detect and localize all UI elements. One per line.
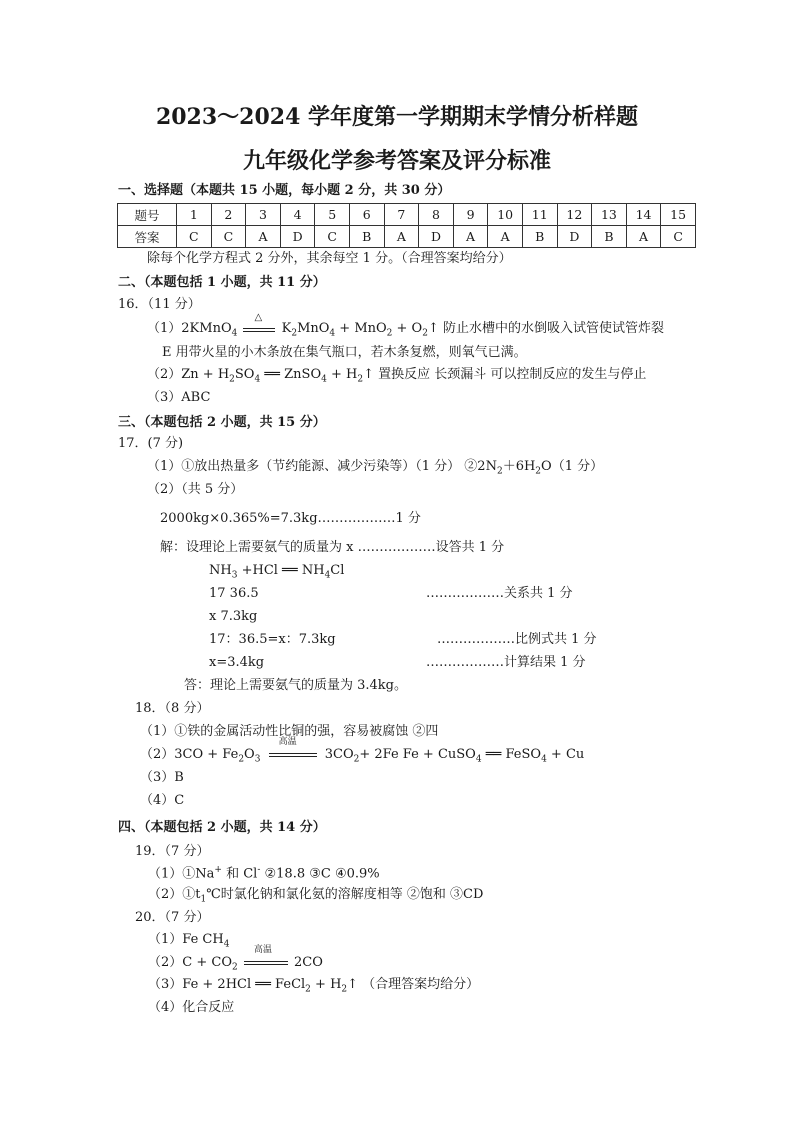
question-number-cell: 10 [488, 204, 523, 226]
answer-cell: D [557, 226, 592, 248]
text: + 2Fe Fe + CuSO [359, 747, 476, 762]
answer-cell: C [315, 226, 350, 248]
question-number-cell: 2 [211, 204, 246, 226]
question-number-cell: 13 [592, 204, 627, 226]
q16-line-3 [147, 368, 646, 385]
scoring-note: 除每个化学方程式 2 分外，其余每空 1 分。（合理答案均给分） [147, 251, 512, 266]
q19-line-2 [148, 888, 483, 905]
text: 2CO [294, 955, 323, 970]
text: + H [326, 367, 358, 382]
row-label-question: 题号 [118, 204, 177, 226]
calc-proportion-note: ………………比例式共 1 分 [437, 632, 597, 647]
subscript: 4 [223, 939, 230, 950]
subscript: 2 [341, 984, 348, 995]
q20-line-1 [148, 933, 229, 950]
text: MnO [297, 321, 330, 336]
subscript: 2 [496, 466, 503, 477]
q17-line-2: （2）（共 5 分） [147, 482, 244, 497]
subscript: 2 [386, 328, 393, 339]
calc-answer: 答：理论上需要氨气的质量为 3.4kg。 [184, 678, 408, 693]
superscript: - [257, 865, 261, 875]
text: K [281, 321, 292, 336]
calc-relation-row-2: x 7.3kg [209, 609, 258, 624]
text: SO [234, 367, 255, 382]
text: （1）Fe CH [148, 932, 224, 947]
text: ↑ 置换反应 长颈漏斗 可以控制反应的发生与停止 [363, 367, 647, 382]
condition-high-temp: 高温 [253, 945, 272, 955]
calc-relation-note: ………………关系共 1 分 [426, 586, 573, 601]
calc-result: x=3.4kg [209, 655, 265, 670]
question-number-cell: 9 [453, 204, 488, 226]
q16-line-2: E 用带火星的小木条放在集气瓶口，若木条复燃，则氧气已满。 [162, 345, 527, 360]
text: 3CO [324, 747, 354, 762]
reaction-arrow-high-temp [265, 737, 321, 761]
q17-line-1 [147, 460, 603, 477]
text: + Cu [546, 747, 585, 762]
text: O（1 分） [541, 459, 604, 474]
question-19-label: 19．（7 分） [135, 844, 210, 859]
answer-cell: A [384, 226, 419, 248]
section-4-header: 四、（本题包括 2 小题，共 14 分） [118, 820, 326, 835]
q18-line-1: （1）①铁的金属活动性比铜的强，容易被腐蚀 ②四 [140, 724, 439, 739]
text: ℃时氯化钠和氯化氨的溶解度相等 ②饱和 ③CD [206, 887, 484, 902]
section-3-header: 三、（本题包括 2 小题，共 15 分） [118, 415, 326, 430]
question-16-label: 16．（11 分） [118, 297, 201, 312]
text: （2）Zn + H [147, 367, 230, 382]
q16-line-1 [147, 312, 664, 339]
question-number-cell: 15 [661, 204, 696, 226]
answer-cell: C [177, 226, 212, 248]
text: Cl [330, 563, 345, 578]
subscript: 2 [357, 374, 364, 385]
q20-line-2 [148, 945, 323, 973]
subscript: 2 [305, 984, 311, 995]
text: + H [310, 977, 342, 992]
question-20-label: 20．（7 分） [135, 910, 210, 925]
text: （1）①放出热量多（节约能源、减少污染等）（1 分） ②2N [147, 459, 497, 474]
q18-line-3: （3）B [140, 770, 184, 785]
subscript: 4 [254, 374, 261, 385]
answer-cell: C [211, 226, 246, 248]
answer-cell: B [522, 226, 557, 248]
text: +HCl ══ NH [237, 563, 325, 578]
question-number-cell: 4 [280, 204, 315, 226]
document-subtitle: 九年级化学参考答案及评分标准 [242, 148, 551, 174]
subscript: 4 [231, 328, 238, 339]
section-2-header: 二、（本题包括 1 小题，共 11 分） [118, 275, 326, 290]
condition-high-temp: 高温 [278, 737, 297, 747]
text: ↑ 防止水槽中的水倒吸入试管使试管炸裂 [427, 321, 664, 336]
subscript: 4 [475, 754, 482, 765]
text: （1）2KMnO [147, 321, 232, 336]
subscript: 2 [238, 754, 245, 765]
subscript: 2 [535, 466, 542, 477]
question-18-label: 18．（8 分） [135, 701, 210, 716]
text: （2）①t [148, 887, 201, 902]
answer-cell: B [592, 226, 627, 248]
document-title: 2023～2024 学年度第一学期期末学情分析样题 [155, 104, 639, 130]
calc-line-2: 解：设理论上需要氨气的质量为 x ………………设答共 1 分 [160, 540, 505, 555]
q16-line-4: （3）ABC [147, 390, 211, 405]
question-number-cell: 11 [522, 204, 557, 226]
subscript: 2 [231, 962, 238, 973]
q18-line-2 [140, 737, 585, 765]
table-row-question-numbers [118, 204, 696, 226]
question-number-cell: 3 [246, 204, 281, 226]
subscript: 4 [321, 374, 327, 385]
subscript: 2 [229, 374, 235, 385]
table-row-answers [118, 226, 696, 248]
question-number-cell: 14 [626, 204, 661, 226]
question-17-label: 17．(7 分) [118, 436, 184, 451]
superscript: + [214, 865, 222, 875]
calc-line-1: 2000kg×0.365%=7.3kg………………1 分 [160, 511, 421, 526]
question-number-cell: 12 [557, 204, 592, 226]
question-number-cell: 1 [177, 204, 212, 226]
text: ══ ZnSO [260, 367, 322, 382]
text: 和 Cl [221, 866, 258, 882]
text: （2）3CO + Fe [140, 747, 239, 762]
subscript: 4 [541, 754, 547, 765]
subscript: 4 [324, 570, 331, 581]
text: （1）①Na [148, 866, 215, 882]
text: O [244, 747, 255, 762]
text: NH [209, 563, 232, 578]
answer-cell: A [488, 226, 523, 248]
subscript: 1 [200, 894, 207, 905]
question-number-cell: 7 [384, 204, 419, 226]
answer-table [117, 203, 696, 248]
reaction-arrow-heat [241, 312, 277, 335]
text: ══ FeSO [481, 747, 542, 762]
condition-heat: △ [254, 312, 263, 323]
text: ＋6H [502, 459, 536, 474]
calc-result-note: ………………计算结果 1 分 [426, 655, 586, 670]
subscript: 3 [254, 754, 261, 765]
text: ②18.8 ③C ④0.9% [260, 866, 380, 882]
text: （2）C + CO [148, 955, 232, 970]
answer-cell: D [419, 226, 454, 248]
subscript: 4 [329, 328, 336, 339]
calc-relation-row-1: 17 36.5 [209, 586, 259, 601]
question-number-cell: 6 [349, 204, 384, 226]
q18-line-4: （4）C [140, 793, 185, 808]
question-number-cell: 5 [315, 204, 350, 226]
subscript: 2 [291, 328, 298, 339]
text: （3）Fe + 2HCl ══ FeCl [148, 977, 306, 992]
section-1-header: 一、选择题（本题共 15 小题，每小题 2 分，共 30 分） [118, 183, 451, 198]
subscript: 2 [353, 754, 360, 765]
q20-line-4: （4）化合反应 [148, 1000, 235, 1015]
answer-cell: A [246, 226, 281, 248]
text: + O [392, 321, 423, 336]
answer-cell: B [349, 226, 384, 248]
subscript: 3 [231, 570, 238, 581]
answer-cell: A [626, 226, 661, 248]
q19-line-1 [148, 866, 380, 880]
text: ↑ （合理答案均给分） [347, 977, 480, 992]
answer-cell: C [661, 226, 696, 248]
answer-cell: A [453, 226, 488, 248]
question-number-cell: 8 [419, 204, 454, 226]
answer-cell: D [280, 226, 315, 248]
subscript: 2 [422, 328, 428, 339]
calc-equation [209, 564, 344, 581]
calc-proportion: 17：36.5=x：7.3kg [209, 632, 336, 647]
row-label-answer: 答案 [118, 226, 177, 248]
q20-line-3 [148, 978, 479, 995]
reaction-arrow-high-temp-2 [242, 945, 290, 969]
text: + MnO [335, 321, 387, 336]
